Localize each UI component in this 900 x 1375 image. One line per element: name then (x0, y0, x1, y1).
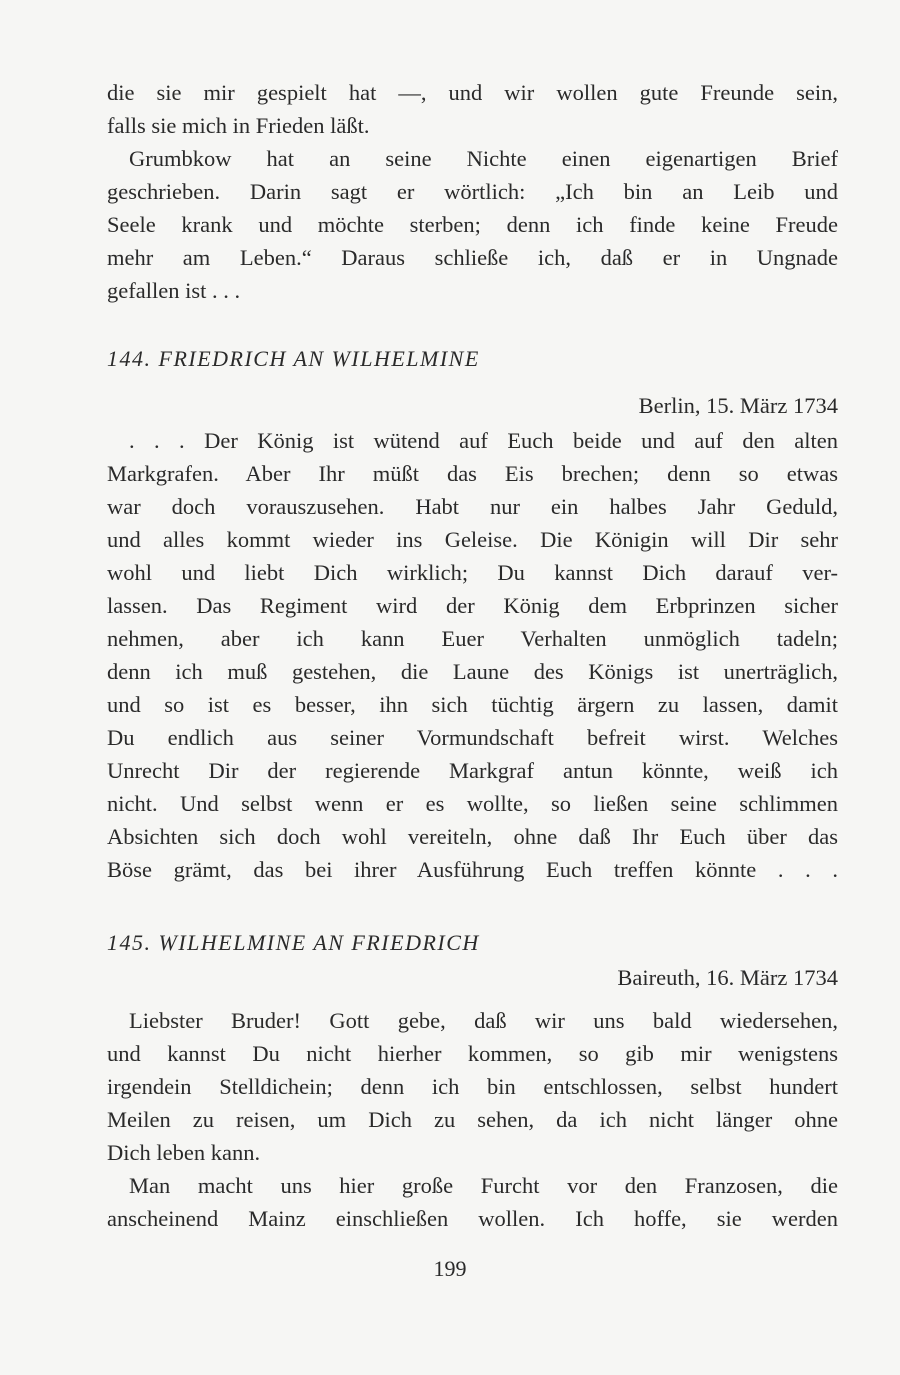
text-line: und alles kommt wieder ins Geleise. Die Königin will Dir sehr (107, 527, 838, 552)
letter-dateline-145: Baireuth, 16. März 1734 (617, 965, 838, 990)
text-line: nicht. Und selbst wenn er es wollte, so ließen seine schlimmen (107, 791, 838, 816)
page-number: 199 (433, 1256, 467, 1281)
text-line: . . . Der König ist wütend auf Euch beide und auf den alten (129, 428, 838, 453)
text-line: nehmen, aber ich kann Euer Verhalten unmöglich tadeln; (107, 626, 838, 651)
text-line: und kannst Du nicht hierher kommen, so gib mir wenigstens (107, 1041, 838, 1066)
letter-heading-145: 145. WILHELMINE AN FRIEDRICH (107, 930, 480, 955)
text-line: Du endlich aus seiner Vormundschaft befreit wirst. Welches (107, 725, 838, 750)
text-line: Meilen zu reisen, um Dich zu sehen, da ich nicht länger ohne (107, 1107, 838, 1132)
text-line: Absichten sich doch wohl vereiteln, ohne daß Ihr Euch über das (107, 824, 838, 849)
letter-heading-144: 144. FRIEDRICH AN WILHELMINE (107, 346, 480, 371)
text-line: Markgrafen. Aber Ihr müßt das Eis brechen; denn so etwas (107, 461, 838, 486)
text-line: geschrieben. Darin sagt er wörtlich: „Ich bin an Leib und (107, 179, 838, 204)
text-line: Grumbkow hat an seine Nichte einen eigenartigen Brief (129, 146, 838, 171)
text-line: die sie mir gespielt hat —, und wir wollen gute Freunde sein, (107, 80, 838, 105)
letter-body-145 (107, 1004, 838, 1235)
text-line: war doch vorauszusehen. Habt nur ein halbes Jahr Geduld, (107, 494, 838, 519)
text-line: mehr am Leben.“ Daraus schließe ich, daß er in Ungnade (107, 245, 838, 270)
text-line: irgendein Stelldichein; denn ich bin entschlossen, selbst hundert (107, 1074, 838, 1099)
text-line: denn ich muß gestehen, die Laune des Königs ist unerträglich, (107, 659, 838, 684)
letter-body-144 (107, 424, 838, 886)
text-line: Unrecht Dir der regierende Markgraf antun könnte, weiß ich (107, 758, 838, 783)
text-line: Dich leben kann. (107, 1140, 261, 1165)
text-line: anscheinend Mainz einschließen wollen. Ich hoffe, sie werden (107, 1206, 838, 1231)
text-line: Seele krank und möchte sterben; denn ich finde keine Freude (107, 212, 838, 237)
text-line: Böse grämt, das bei ihrer Ausführung Euch treffen könnte . . . (107, 857, 838, 882)
text-line: Man macht uns hier große Furcht vor den Franzosen, die (129, 1173, 838, 1198)
text-line: wohl und liebt Dich wirklich; Du kannst Dich darauf ver- (107, 560, 838, 585)
text-line: Liebster Bruder! Gott gebe, daß wir uns bald wiedersehen, (129, 1008, 838, 1033)
paragraph-intro (107, 76, 838, 307)
letter-dateline-144: Berlin, 15. März 1734 (638, 393, 838, 418)
text-line: gefallen ist . . . (107, 278, 241, 303)
text-line: falls sie mich in Frieden läßt. (107, 113, 370, 138)
text-line: und so ist es besser, ihn sich tüchtig ärgern zu lassen, damit (107, 692, 838, 717)
text-line: lassen. Das Regiment wird der König dem Erbprinzen sicher (107, 593, 838, 618)
